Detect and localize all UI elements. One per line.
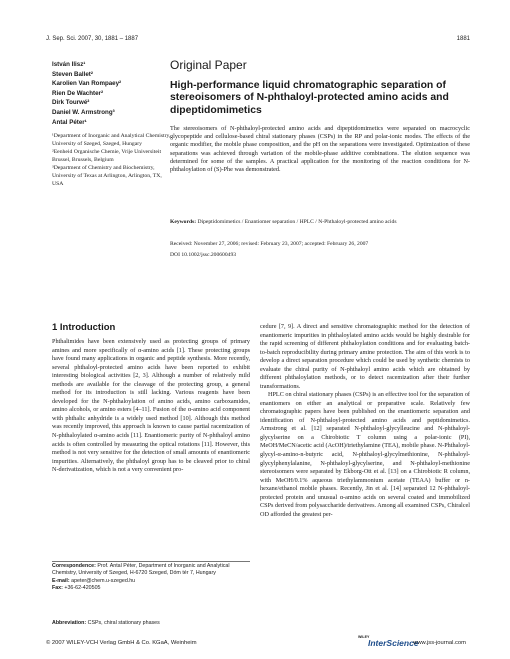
body-paragraph: HPLC on chiral stationary phases (CSPs) is an effective tool for the separation of enantiomers on either an analytical or preparative scale. Relatively few chromatographic papers have been published on the enantiomeric separation and identification of N-phthaloyl-protected amino acids and peptidomimetics. Armstrong et al. [12] separated N-phthaloyl-glycylleucine and N-phthaloyl-glycylserine on a Chirobiotic T column using a polar-ionic (PI), MeOH/MeCN/acetic acid (AcOH)/triethylamine (TEA), mobile phase. N-Phthaloyl-glycyl-α-amino-n-butyric acid, N-phthaloyl-glycylmethionine, N-phthaloyl-glycylphenylalanine, N-phthaloyl-glycylserine, and N-phthaloyl-methionine stereoisomers were separated by Ekborg-Ott et al. [13] on a Chirobiotic R column, with MeOH/0.1% aqueous triethylammonium acetate (TEAA) buffer or n-hexane/ethanol mobile phases. Recently, Jin et al. [14] separated 12 N-phthaloyl-protected protein and unusual α-amino acids on several coated and immobilized CSPs derived from polysaccharide derivatives. Among all examined CSPs, Chiralcel OD afforded the greatest per- [260, 391, 470, 518]
body-column-left [52, 338, 250, 475]
affiliation: ²Eenheid Organische Chemie, Vrije Universiteit Brussel, Brussels, Belgium [52, 149, 162, 163]
keywords [170, 219, 470, 227]
interscience-logo [358, 635, 419, 649]
article-title: High-performance liquid chromatographic separation of stereoisomers of N-phthaloyl-protected amino acids and dipeptidomimetics [170, 80, 449, 116]
author-name: Rien De Wachter² [52, 89, 103, 97]
author-name: Antal Péter¹ [52, 118, 87, 126]
logo-small-text: WILEY [358, 635, 370, 639]
author-name: István Ilisz¹ [52, 61, 86, 68]
body-paragraph: cedure [7, 9]. A direct and sensitive chromatographic method for the detection of enantiomeric impurities in phthaloylated amino acids would be highly desirable for the rapid screening of different phthaloylation conditions and for evaluating batch-to-batch reproducibility during primary amine protection. The aim of this work is to develop a direct separation procedure which could be used by synthetic chemists to evaluate the chiral purity of N-phthaloyl amino acids which are obtained by different phthaloylation methods, or to detect racemization after their further transformations. [260, 323, 470, 390]
abbreviation-text: CSPs, chiral stationary phases [87, 620, 160, 626]
fax-label: Fax: [52, 584, 63, 591]
author-name: Karolien Van Rompaey² [52, 80, 122, 88]
email-label: E-mail: [52, 577, 70, 584]
abstract: The stereoisomers of N-phthaloyl-protected amino acids and dipeptidomimetics were separated on macrocyclic glycopeptide and cellulose-based chiral stationary phases (CSPs) in the RP and polar-ionic modes. The effects of the organic modifier, the mobile phase composition, and the pH on the separations were investigated. Optimization of these separations was achieved through variation of the mobile-phase additive combinations. The elution sequence was determined for some of the samples. A practical application for the monitoring of the reaction conditions for N-phthaloylation of (S)-Phe was demonstrated. [170, 125, 470, 174]
correspondence-text: Prof. Antal Péter, Department of Inorganic and Analytical Chemistry, University of Szeged, H-6720 Szeged, Dóm tér 7, Hungary [52, 563, 230, 577]
keywords-text: Dipeptidomimetics / Enantiomer separation / HPLC / N-Phthaloyl-protected amino acids [197, 219, 397, 225]
logo-text: InterScience [368, 637, 419, 648]
author-list [52, 60, 162, 127]
article-type: Original Paper [170, 58, 247, 72]
affiliations [52, 132, 172, 188]
received-dates: Received: November 27, 2006; revised: February 23, 2007; accepted: February 26, 2007 [170, 241, 369, 247]
body-paragraph: Phthalimides have been extensively used as protecting groups of primary amines and more specifically of α-amino acids [1]. These protecting groups have found many applications in organic and peptide synthesis. More recently, several phthaloyl-protected amino acids have been reported to exhibit interesting biological activities [2, 3]. Although a number of relatively mild methods are available for the cleavage of the protecting group, a general method for its introduction is still lacking. Various reagents have been developed for the N-phthaloylation of amino acids, amino carboxamides, amino alcohols, or amino esters [4–11]. Fusion of the α-amino acid component with phthalic anhydride is a widely used method [10]. Although this method was recently improved, this approach is known to cause partial racemization of N-phthaloylated α-amino acids [11]. Enantiomeric purity of N-phthaloyl amino acids is often controlled by measuring the optical rotations [11]. However, this method is not very sensitive for the detection of small amounts of enantiomeric impurities. Alternatively, the phthaloyl group has to be cleaved prior to chiral N-derivatization, which is not a very convenient pro- [52, 338, 250, 474]
author-name: Daniel W. Armstrong³ [52, 108, 115, 116]
footnote-divider [52, 561, 250, 562]
body-column-right [260, 323, 470, 519]
author-name: Steven Ballet² [52, 70, 93, 78]
email-link[interactable]: apeter@chem.u-szeged.hu [71, 577, 136, 584]
abbreviations [52, 620, 250, 626]
correspondence-label: Correspondence: [52, 563, 96, 569]
correspondence [52, 563, 250, 592]
keywords-label: Keywords: [170, 219, 197, 225]
abbreviation-label: Abbreviation: [52, 620, 87, 626]
doi: DOI 10.1002/jssc.200600493 [170, 252, 237, 258]
running-header: J. Sep. Sci. 2007, 30, 1881 – 1887 [46, 36, 139, 42]
affiliation: ¹Department of Inorganic and Analytical Chemistry, University of Szeged, Szeged, Hungary [52, 133, 171, 147]
affiliation: ³Department of Chemistry and Biochemistry, University of Texas at Arlington, Arlington, TX, USA [52, 165, 162, 187]
author-name: Dirk Tourwé² [52, 99, 90, 107]
page-number: 1881 [456, 36, 470, 42]
fax-number: +36-62-420505 [64, 584, 101, 591]
section-heading: 1 Introduction [52, 322, 116, 333]
journal-url[interactable]: www.jss-journal.com [413, 640, 466, 646]
copyright: © 2007 WILEY-VCH Verlag GmbH & Co. KGaA, Weinheim [46, 640, 197, 646]
